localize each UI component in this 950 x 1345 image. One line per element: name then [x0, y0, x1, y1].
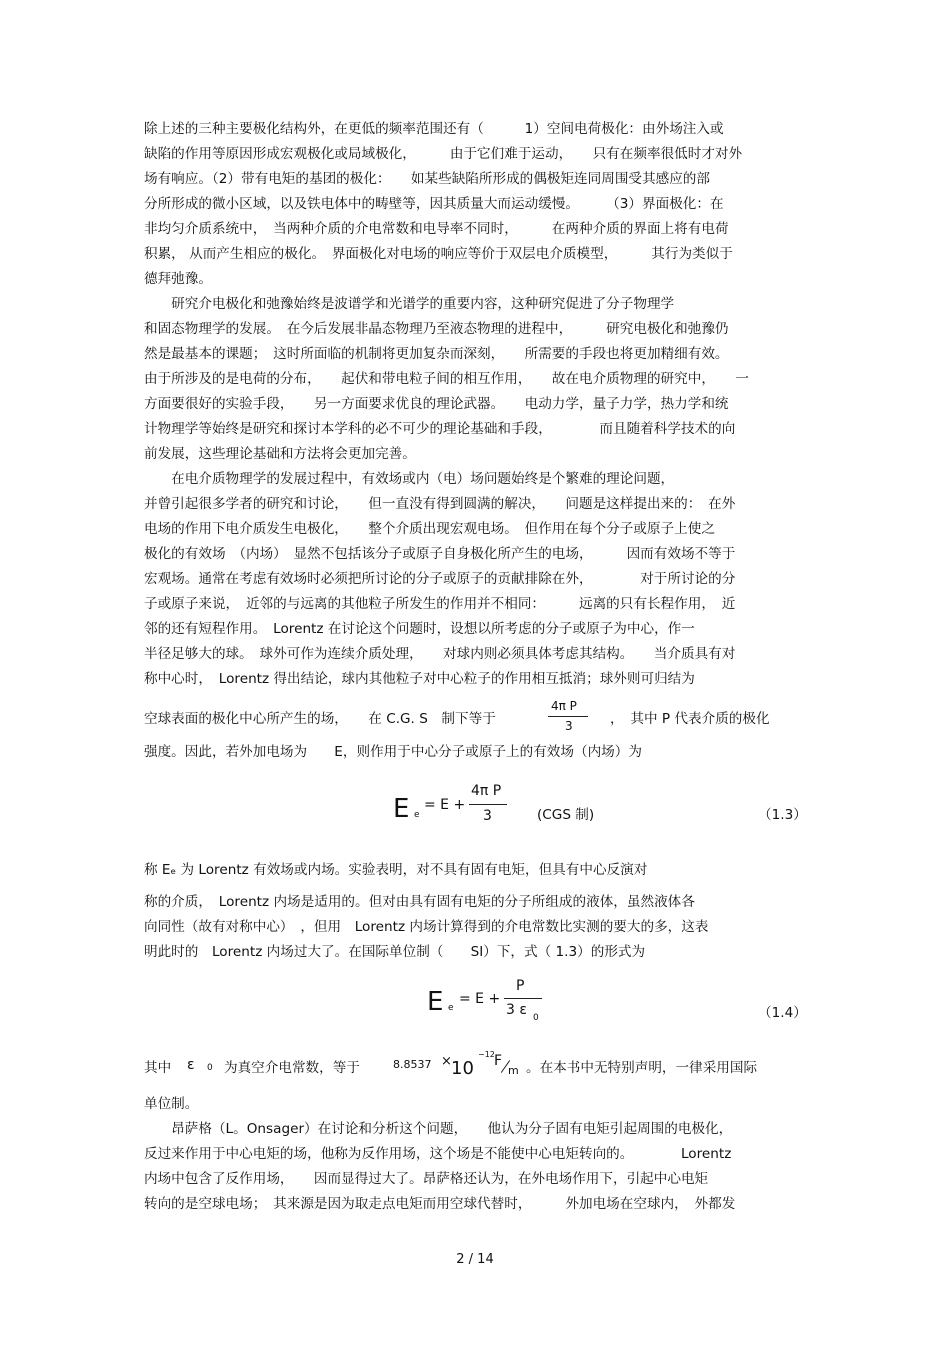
eq-denominator: 3 — [483, 808, 492, 824]
text-line: 研究介电极化和弛豫始终是波谱学和光谱学的重要内容，这种研究促进了分子物理学 — [144, 296, 675, 312]
text-line: 由于所涉及的是电荷的分布， 起伏和带电粒子间的相互作用， 故在电介质物理的研究中， 一 — [144, 371, 749, 387]
text-line: 邻的还有短程作用。 Lorentz 在讨论这个问题时，设想以所考虑的分子或原子为中心，作一 — [144, 621, 695, 637]
eq-subscript: e — [414, 810, 420, 820]
text-line: ， 其中 P 代表介质的极化 — [610, 711, 770, 727]
eq-symbol-e: E — [393, 794, 410, 824]
eq-operator: = E + — [424, 797, 466, 813]
text-line: 缺陷的作用等原因形成宏观极化或局域极化， 由于它们难于运动， 只有在频率很低时才对外 — [144, 146, 743, 162]
text-line: 空球表面的极化中心所产生的场， 在 C.G. S 制下等于 — [144, 711, 496, 727]
page-number: 2 / 14 — [456, 1252, 494, 1267]
text-line: 极化的有效场 （内场） 显然不包括该分子或原子自身极化所产生的电场， 因而有效场不等于 — [144, 546, 736, 562]
text-line: 单位制。 — [144, 1096, 199, 1112]
unit-meter: m — [508, 1064, 519, 1077]
eq-fraction-bar — [469, 804, 507, 805]
equation-number: （1.3） — [758, 807, 807, 823]
text-line: 子或原子来说， 近邻的与远离的其他粒子所发生的作用并不相同： 远离的只有长程作用， 近 — [144, 596, 736, 612]
text-line: 称 Eₑ 为 Lorentz 有效场或内场。实验表明，对不具有固有电矩，但具有中心反演对 — [144, 862, 648, 878]
eq-note: (CGS 制) — [537, 807, 595, 823]
text-line: 昂萨格（L。Onsager）在讨论和分析这个问题， 他认为分子固有电矩引起周围的电极化， — [144, 1121, 733, 1137]
text-line: 场有响应。（2）带有电矩的基团的极化： 如某些缺陷所形成的偶极矩连同周围受其感应的部 — [144, 171, 710, 187]
text-line: 称的介质， Lorentz 内场是适用的。但对由具有固有电矩的分子所组成的液体，虽然液体各 — [144, 894, 695, 910]
text-line: 强度。因此，若外加电场为 E，则作用于中心分子或原子上的有效场（内场）为 — [144, 744, 642, 760]
text-line: 向同性（故有对称中心） ，但用 Lorentz 内场计算得到的介电常数比实测的要大的多，这表 — [144, 919, 709, 935]
inline-fraction-bar — [548, 716, 588, 717]
text-line: 电场的作用下电介质发生电极化， 整个介质出现宏观电场。 但作用在每个分子或原子上使之 — [144, 521, 715, 537]
text-line: 宏观场。通常在考虑有效场时必须把所讨论的分子或原子的贡献排除在外， 对于所讨论的分 — [144, 571, 736, 587]
eq-numerator: 4π P — [471, 783, 502, 799]
eq-numerator: P — [516, 978, 525, 994]
text-line: 转向的是空球电场； 其来源是因为取走点电矩而用空球代替时， 外加电场在空球内， 外都发 — [144, 1196, 736, 1212]
eq-subscript: e — [448, 1003, 454, 1013]
text-line: 然是最基本的课题； 这时所面临的机制将更加复杂而深刻， 所需要的手段也将更加精细有效。 — [144, 346, 729, 362]
text-line: 内场中包含了反作用场， 因而显得过大了。昂萨格还认为，在外电场作用下，引起中心电矩 — [144, 1171, 709, 1187]
inline-fraction-numerator: 4π P — [551, 699, 577, 713]
eq-denominator: 3 ε — [506, 1002, 527, 1018]
text-line: 明此时的 Lorentz 内场过大了。在国际单位制（ SI）下，式（ 1.3）的形式为 — [144, 944, 646, 960]
epsilon-subscript: 0 — [207, 1063, 213, 1073]
eq-operator: = E + — [459, 991, 501, 1007]
text-fragment: 为真空介电常数，等于 — [224, 1060, 360, 1076]
text-line: 德拜弛豫。 — [144, 271, 212, 287]
eq-fraction-bar — [504, 998, 542, 999]
text-fragment: 其中 — [144, 1060, 172, 1076]
equation-number: （1.4） — [758, 1005, 807, 1021]
text-line: 称中心时， Lorentz 得出结论，球内其他粒子对中心粒子的作用相互抵消；球外则可归结为 — [144, 671, 695, 687]
inline-fraction-denominator: 3 — [565, 719, 573, 733]
times-sign: × — [441, 1054, 452, 1069]
text-line: 反过来作用于中心电矩的场，他称为反作用场，这个场是不能使中心电矩转向的。 Lorentz — [144, 1146, 732, 1162]
text-line: 积累， 从而产生相应的极化。 界面极化对电场的响应等价于双层电介质模型， 其行为类似于 — [144, 246, 733, 262]
text-line: 并曾引起很多学者的研究和讨论， 但一直没有得到圆满的解决， 问题是这样提出来的： 在外 — [144, 496, 736, 512]
text-line: 非均匀介质系统中， 当两种介质的介电常数和电导率不同时， 在两种介质的界面上将有电荷 — [144, 221, 729, 237]
text-line: 前发展，这些理论基础和方法将会更加完善。 — [144, 446, 416, 462]
text-line: 分所形成的微小区域，以及铁电体中的畴壁等，因其质量大而运动缓慢。 （3）界面极化：在 — [144, 196, 724, 212]
text-line: 在电介质物理学的发展过程中，有效场或内（电）场问题始终是个繁难的理论问题， — [144, 471, 675, 487]
constant-mantissa: 8.8537 — [393, 1058, 432, 1071]
eq-denominator-subscript: 0 — [533, 1013, 539, 1023]
eq-symbol-e: E — [427, 987, 444, 1017]
text-fragment: 。在本书中无特别声明，一律采用国际 — [526, 1060, 758, 1076]
text-line: 除上述的三种主要极化结构外，在更低的频率范围还有（ 1）空间电荷极化：由外场注入或 — [144, 121, 724, 137]
epsilon-symbol: ε — [187, 1057, 195, 1073]
text-line: 半径足够大的球。 球外可作为连续介质处理， 对球内则必须具体考虑其结构。 当介质具有对 — [144, 646, 736, 662]
power-base: 10 — [451, 1058, 474, 1079]
text-line: 方面要很好的实验手段， 另一方面要求优良的理论武器。 电动力学，量子力学，热力学和统 — [144, 396, 729, 412]
unit-farad: F — [494, 1053, 503, 1069]
text-line: 计物理学等始终是研究和探讨本学科的必不可少的理论基础和手段， 而且随着科学技术的向 — [144, 421, 736, 437]
text-line: 和固态物理学的发展。 在今后发展非晶态物理乃至液态物理的进程中， 研究电极化和弛豫仍 — [144, 321, 729, 337]
power-exponent: −12 — [478, 1050, 495, 1059]
